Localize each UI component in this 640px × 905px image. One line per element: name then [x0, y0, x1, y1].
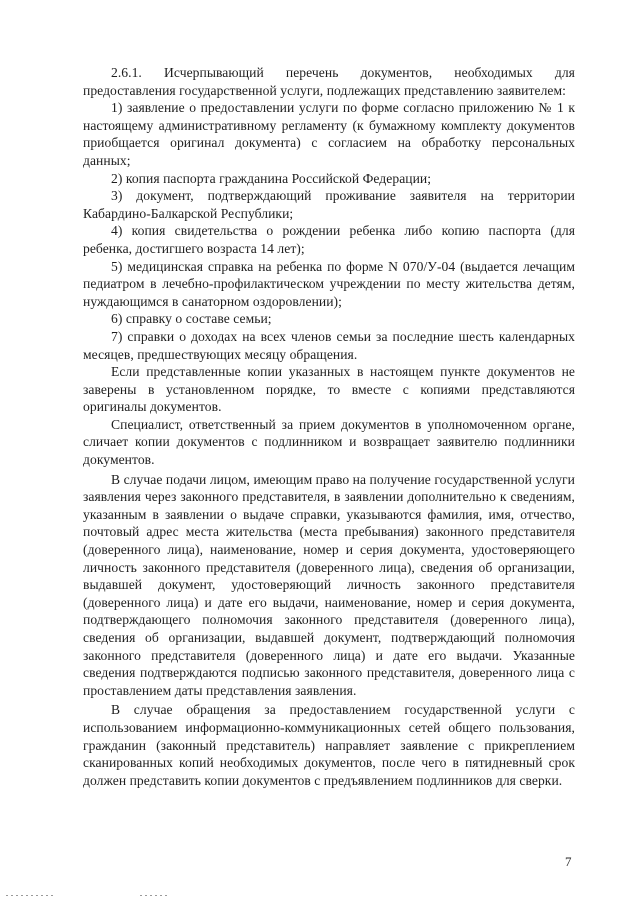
list-item-2-passport-copy: 2) копия паспорта гражданина Российской Федерации; [111, 170, 432, 186]
list-item-6-family-composition: 6) справку о составе семьи; [111, 311, 272, 327]
paragraph-electronic-submission: В случае обращения за предоставлением государственной услуги с использованием информационно-коммуникационных сетей общего пользования, гражданин (законный представитель) направляет заявление с прикреплением сканированных копий необходимых документов, после чего в пятидневный срок должен представить копии документов с предъявлением подлинников для сверки. [83, 702, 575, 788]
list-item-3-residence-document: 3) документ, подтверждающий проживание заявителя на территории Кабардино-Балкарской Республики; [83, 188, 575, 221]
page-number: 7 [565, 854, 572, 869]
paragraph-legal-representative: В случае подачи лицом, имеющим право на получение государственной услуги заявления через законного представителя, в заявлении дополнительно к сведениям, указанным в заявлении о выдаче справки, указываются фамилия, имя, отчество, почтовый адрес места жительства (места пребывания) законного представителя (доверенного лица), наименование, номер и серия документа, удостоверяющего личность законного представителя (доверенного лица), сведения об организации, выдавшей документ, удостоверяющий личность законного представителя (доверенного лица) и дате его выдачи, наименование, номер и серия документа, подтверждающего полномочия законного представителя (доверенного лица), сведения об организации, выдавшей документ, подтверждающий полномочия законного представителя (доверенного лица) и дате его выдачи. Указанные сведения подтверждаются подписью законного представителя, доверенного лица с проставлением даты представления заявления. [83, 471, 575, 698]
paragraph-specialist-verification: Специалист, ответственный за прием документов в уполномоченном органе, сличает копии документов с подлинником и возвращает заявителю подлинники документов. [83, 416, 575, 468]
list-item-4-birth-certificate: 4) копия свидетельства о рождении ребенка либо копию паспорта (для ребенка, достигшего возраста 14 лет); [83, 223, 575, 256]
list-item-5-medical-certificate: 5) медицинская справка на ребенка по форме N 070/У-04 (выдается лечащим педиатром в лечебно-профилактическом учреждении по месту жительства детям, нуждающимся в санаторном оздоровлении); [83, 258, 575, 309]
list-item-7-income-certificates: 7) справки о доходах на всех членов семьи за последние шесть календарных месяцев, предшествующих месяцу обращения. [83, 328, 575, 362]
scan-artifact-center [140, 895, 170, 896]
document-page [83, 64, 575, 789]
section-2-6-1-intro: 2.6.1. Исчерпывающий перечень документов, необходимых для предоставления государственной услуги, подлежащих представлению заявителем: [83, 65, 575, 98]
paragraph-copies-certification: Если представленные копии указанных в настоящем пункте документов не заверены в установленном порядке, то вместе с копиями представляются оригиналы документов. [83, 364, 575, 415]
list-item-1-application: 1) заявление о предоставлении услуги по форме согласно приложению № 1 к настоящему административному регламенту (к бумажному комплекту документов приобщается оригинал документа) с согласием на обработку персональных данных; [83, 100, 575, 168]
scan-artifact-left [6, 895, 54, 896]
